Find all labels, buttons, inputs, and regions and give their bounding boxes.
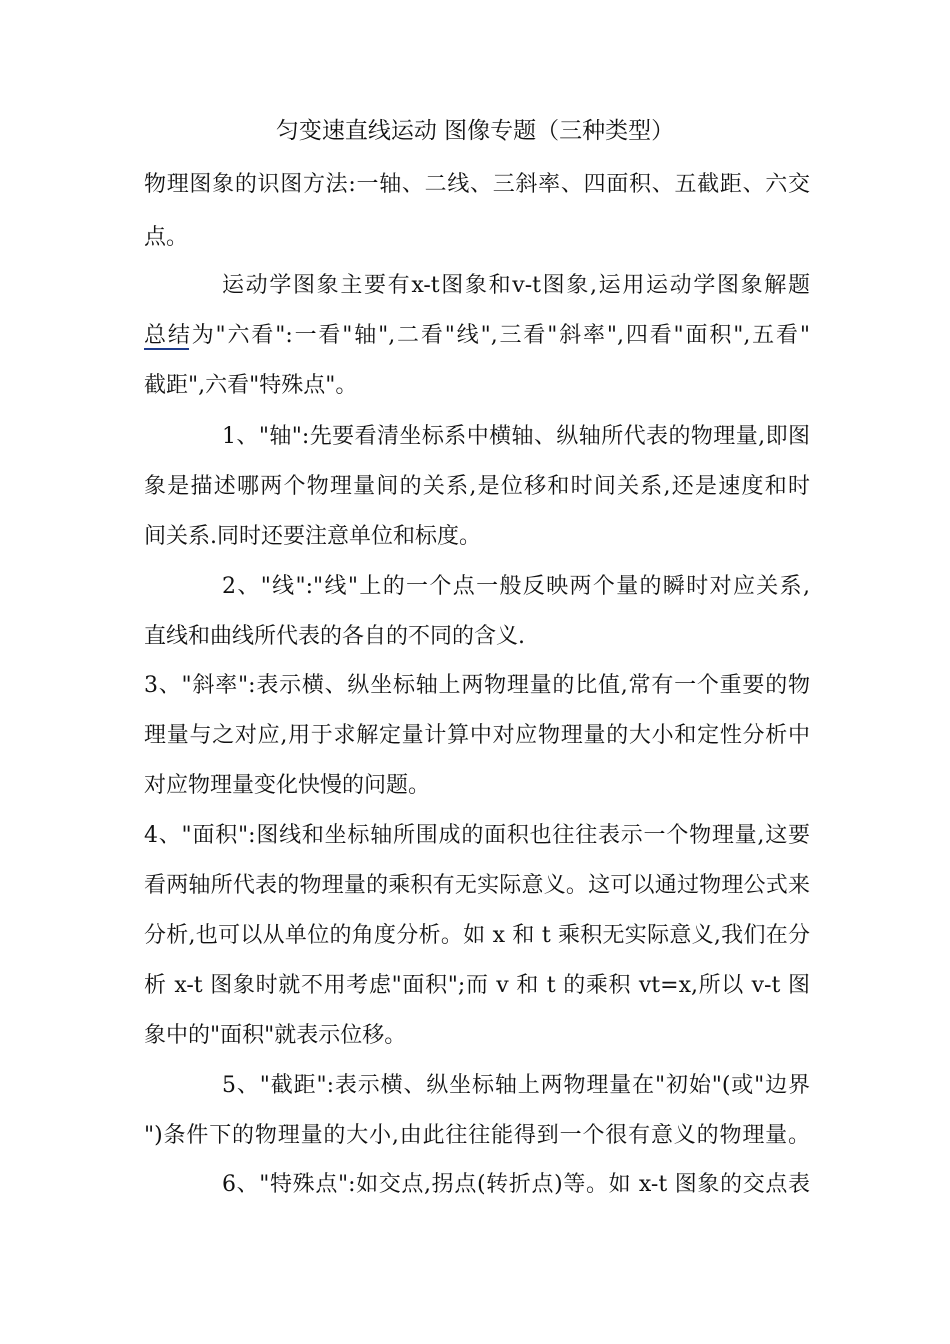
page-title: 匀变速直线运动 图像专题（三种类型）	[275, 118, 675, 144]
paragraph-line: 5、"截距":表示横、纵坐标轴上两物理量在"初始"(或"边界	[222, 1073, 810, 1098]
paragraph-line: 6、"特殊点":如交点,拐点(转折点)等。如 x-t 图象的交点表	[222, 1172, 810, 1197]
paragraph-line: 析 x-t 图象时就不用考虑"面积";而 v 和 t 的乘积 vt=x,所以 v-t 图	[144, 973, 810, 998]
paragraph-line: 截距",六看"特殊点"。	[144, 373, 358, 398]
paragraph-line: 看两轴所代表的物理量的乘积有无实际意义。这可以通过物理公式来	[144, 873, 810, 898]
paragraph-line: 总结为"六看":一看"轴",二看"线",三看"斜率",四看"面积",五看"	[144, 323, 810, 348]
paragraph-line: 3、"斜率":表示横、纵坐标轴上两物理量的比值,常有一个重要的物	[144, 673, 810, 698]
paragraph-line: 2、"线":"线"上的一个点一般反映两个量的瞬时对应关系,	[222, 574, 810, 599]
paragraph-line: 象是描述哪两个物理量间的关系,是位移和时间关系,还是速度和时	[144, 474, 810, 499]
paragraph-line: 点。	[144, 225, 189, 250]
paragraph-line: 1、"轴":先要看清坐标系中横轴、纵轴所代表的物理量,即图	[222, 424, 810, 449]
paragraph-line: 分析,也可以从单位的角度分析。如 x 和 t 乘积无实际意义,我们在分	[144, 923, 810, 948]
paragraph-line: 间关系.同时还要注意单位和标度。	[144, 524, 481, 549]
paragraph-line: 理量与之对应,用于求解定量计算中对应物理量的大小和定性分析中	[144, 723, 810, 748]
paragraph-line: ")条件下的物理量的大小,由此往往能得到一个很有意义的物理量。	[144, 1123, 810, 1148]
underline-mark	[144, 348, 189, 350]
paragraph-line: 对应物理量变化快慢的问题。	[144, 773, 431, 798]
paragraph-line: 直线和曲线所代表的各自的不同的含义.	[144, 624, 525, 649]
paragraph-line: 4、"面积":图线和坐标轴所围成的面积也往往表示一个物理量,这要	[144, 823, 810, 848]
paragraph-line: 象中的"面积"就表示位移。	[144, 1023, 407, 1048]
paragraph-line: 运动学图象主要有x-t图象和v-t图象,运用运动学图象解题	[222, 273, 810, 298]
paragraph-line: 物理图象的识图方法:一轴、二线、三斜率、四面积、五截距、六交	[144, 172, 810, 197]
